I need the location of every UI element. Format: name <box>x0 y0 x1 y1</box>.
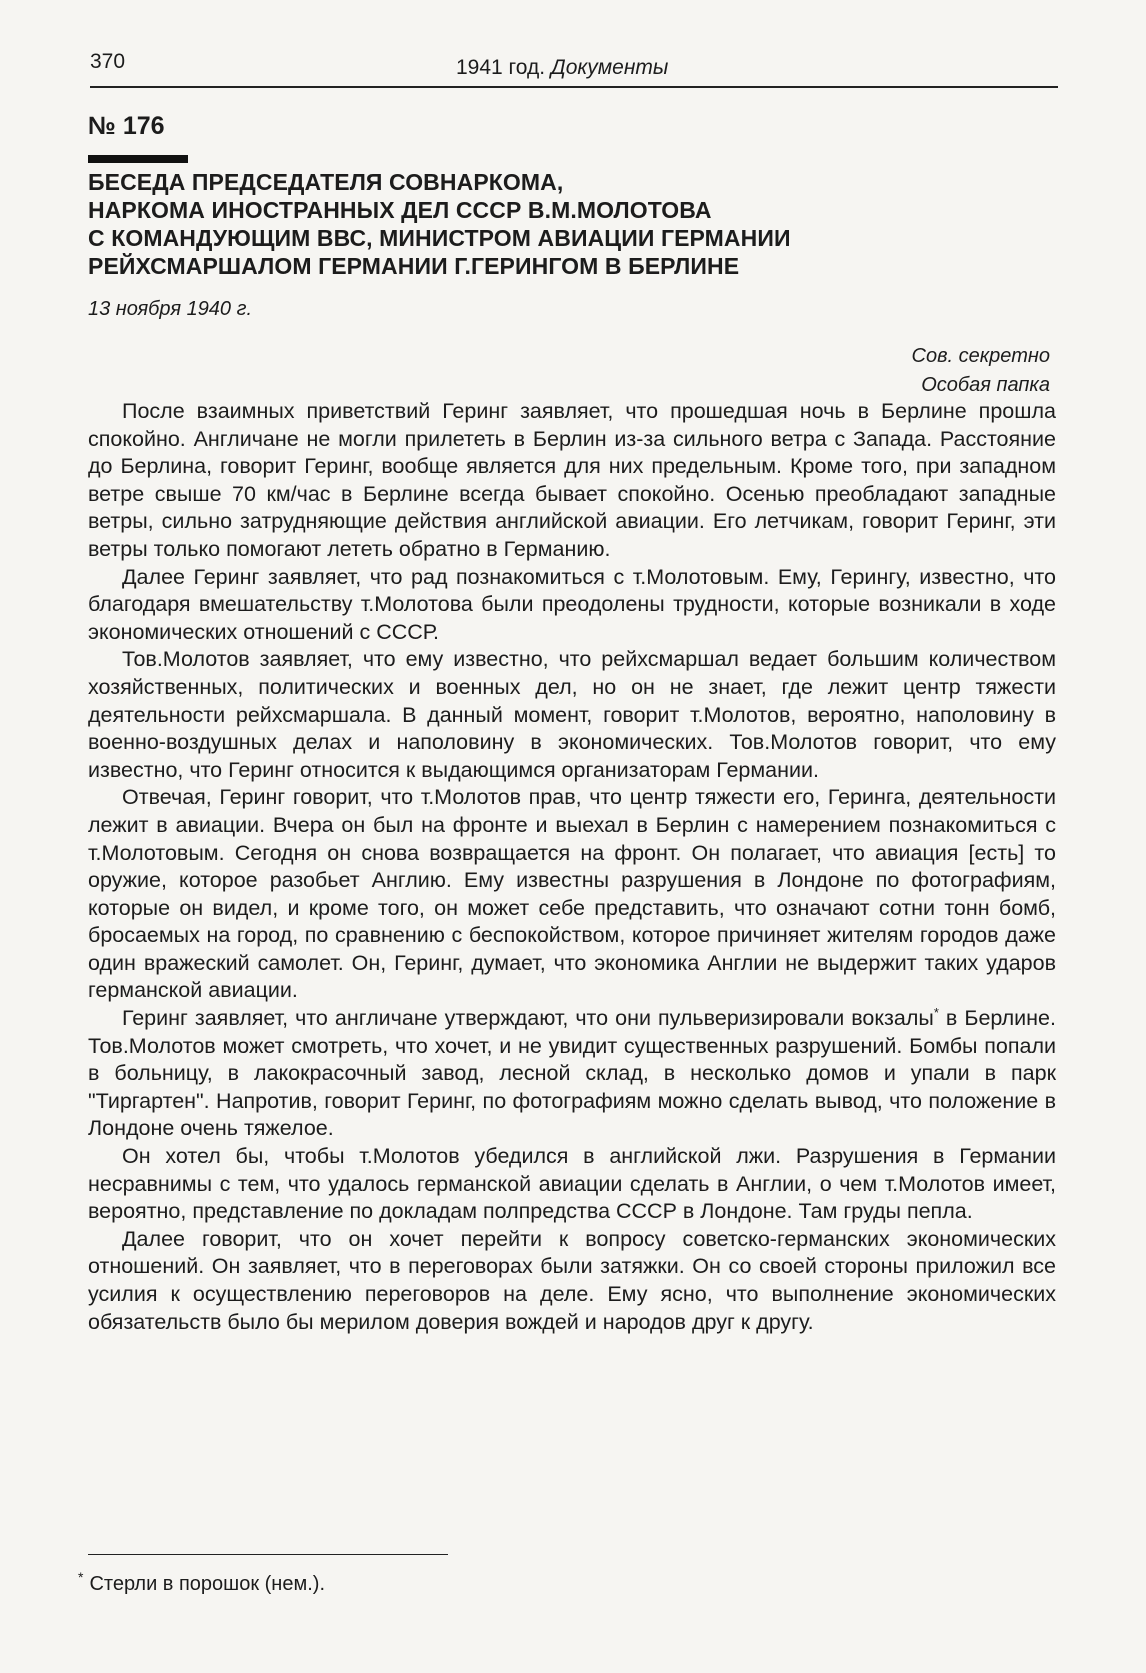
running-head <box>90 50 1058 88</box>
paragraph-text: Геринг заявляет, что англичане утверждают, что они пульверизировали вокзалы <box>122 1006 934 1031</box>
folder-label: Особая папка <box>921 374 1050 396</box>
paragraph: Далее Геринг заявляет, что рад познакомиться с т.Молотовым. Ему, Герингу, известно, что благодаря вмешательству т.Молотова были преодолены трудности, которые возникали в ходе экономических отношений с СССР. <box>88 564 1056 644</box>
footnote <box>78 1569 325 1596</box>
footnote-mark: * <box>78 1569 84 1586</box>
paragraph: Отвечая, Геринг говорит, что т.Молотов прав, что центр тяжести его, Геринга, деятельности лежит в авиации. Вчера он был на фронте и выехал в Берлин с намерением познакомиться с т.Молотовым. Сегодня он снова возвращается на фронт. Он полагает, что авиация [есть] то оружие, которое разобьет Англию. Ему известны разрушения в Лондоне по фотографиям, которые он видел, и кроме того, он может себе представить, что означают сотни тонн бомб, бросаемых на город, по сравнению с беспокойством, которое причиняет жителям городов даже один вражеский самолет. Он, Геринг, думает, что экономика Англии не выдержит таких ударов германской авиации. <box>88 785 1056 1003</box>
paragraph: Тов.Молотов заявляет, что ему известно, что рейхсмаршал ведает большим количеством хозяйственных, политических и военных дел, но он не знает, где лежит центр тяжести деятельности рейхсмаршала. В данный момент, говорит т.Молотов, вероятно, наполовину в военно-воздушных делах и наполовину в экономических. Тов.Молотов говорит, что ему известно, что Геринг относится к выдающимся организаторам Германии. <box>88 647 1056 782</box>
paragraph <box>88 1005 1056 1143</box>
running-title <box>456 56 668 80</box>
document-title <box>88 168 1088 280</box>
classification-stamp <box>912 342 1051 400</box>
running-title-year: 1941 год. <box>456 56 546 79</box>
page-number: 370 <box>90 50 126 73</box>
footnote-text: Стерли в порошок (нем.). <box>89 1573 325 1595</box>
document-title-line: БЕСЕДА ПРЕДСЕДАТЕЛЯ СОВНАРКОМА, <box>88 169 564 195</box>
document-number: № 176 <box>88 112 165 140</box>
footnote-reference: * <box>933 1004 939 1020</box>
paragraph: Далее говорит, что он хочет перейти к вопросу советско-германских экономических отношений. Он заявляет, что в переговорах были затяжки. Он со своей стороны приложил все усилия к осуществлению переговоров на деле. Ему ясно, что выполнение экономических обязательств было бы мерилом доверия вождей и народов друг к другу. <box>88 1226 1056 1334</box>
running-title-section: Документы <box>550 56 669 79</box>
body-text <box>88 398 1056 1336</box>
document-title-line: С КОМАНДУЮЩИМ ВВС, МИНИСТРОМ АВИАЦИИ ГЕРМАНИИ <box>88 225 791 251</box>
document-number-rule <box>88 155 188 163</box>
paragraph: После взаимных приветствий Геринг заявляет, что прошедшая ночь в Берлине прошла спокойно. Англичане не могли прилететь в Берлин из-за сильного ветра с Запада. Расстояние до Берлина, говорит Геринг, вообще является для них предельным. Кроме того, при западном ветре свыше 70 км/час в Берлине всегда бывает спокойно. Осенью преобладают западные ветры, сильно затрудняющие действия английской авиации. Его летчикам, говорит Геринг, эти ветры только помогают лететь обратно в Германию. <box>88 399 1056 561</box>
document-title-line: РЕЙХСМАРШАЛОМ ГЕРМАНИИ Г.ГЕРИНГОМ В БЕРЛИНЕ <box>88 253 740 279</box>
paragraph-text: в Берлине. Тов.Молотов может смотреть, что хочет, и не увидит существенных разрушений. Бомбы попали в больницу, в лакокрасочный завод, лесной склад, в несколько домов и упали в парк "Тиргартен". Напротив, говорит Геринг, по фотографиям можно сделать вывод, что положение в Лондоне очень тяжелое. <box>88 1006 1056 1141</box>
document-title-line: НАРКОМА ИНОСТРАННЫХ ДЕЛ СССР В.М.МОЛОТОВА <box>88 197 712 223</box>
classification-label: Сов. секретно <box>911 345 1050 367</box>
document-date: 13 ноября 1940 г. <box>88 298 253 320</box>
footnote-rule <box>88 1554 448 1555</box>
paragraph: Он хотел бы, чтобы т.Молотов убедился в английской лжи. Разрушения в Германии несравнимы с тем, что удалось германской авиации сделать в Англии, о чем т.Молотов имеет, вероятно, представление по докладам полпредства СССР в Лондоне. Там груды пепла. <box>88 1144 1056 1224</box>
